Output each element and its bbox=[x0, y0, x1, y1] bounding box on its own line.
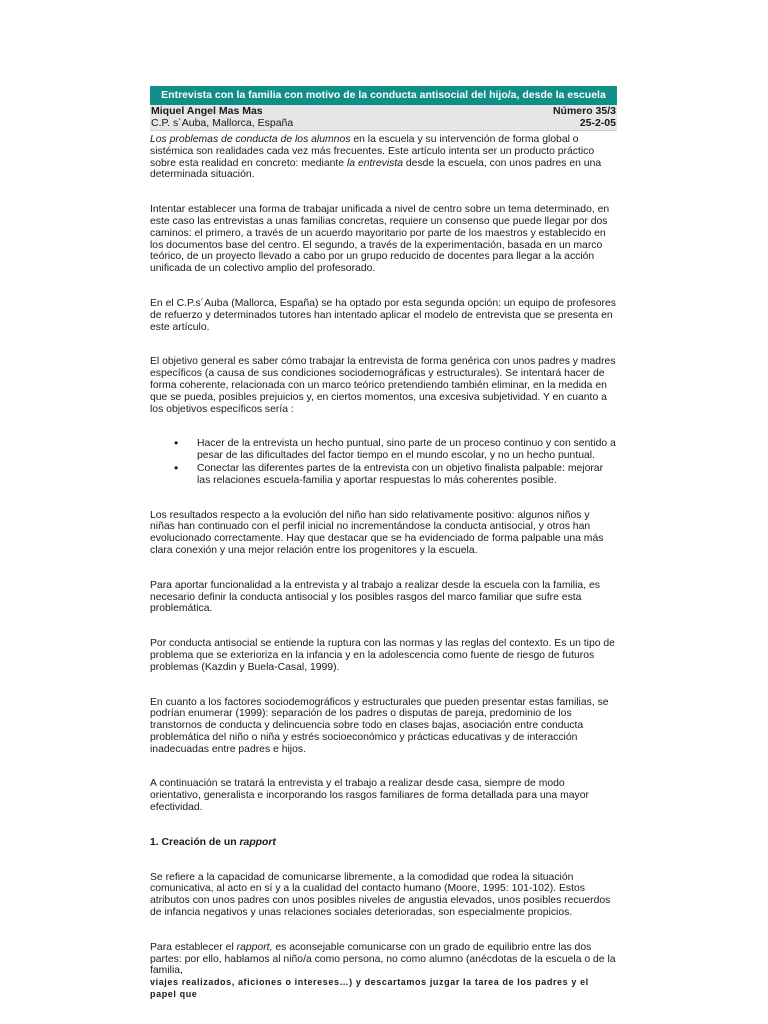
p11-text-a: Para establecer el bbox=[150, 941, 237, 953]
paragraph-10: Se refiere a la capacidad de comunicarse libremente, a la comodidad que rodea la situación comunicativa, al acto en sí y a la cualidad del contacto humano (Moore, 1995: 101-102). Estos atributos con unos padres con unos posibles niveles de angustia elevados, unos posibles recuerdos de infancia negativos y unas relaciones sociales deterioradas, son especialmente propicios. bbox=[150, 871, 611, 919]
list-item-text: Hacer de la entrevista un hecho puntual, sino parte de un proceso continuo y con sentido a pesar de las dificultades del factor tiempo en el mundo escolar, y no un hecho puntual. bbox=[197, 438, 616, 462]
article-body bbox=[150, 134, 617, 1001]
paragraph-6: Para aportar funcionalidad a la entrevista y al trabajo a realizar desde la escuela con la familia, es necesario definir la conducta antisocial y los posibles rasgos del marco familiar que sufre esta problemática. bbox=[150, 579, 600, 615]
section-heading-italic: rapport bbox=[239, 836, 276, 848]
p11-italic: rapport, bbox=[236, 941, 273, 953]
author-name: Miquel Angel Mas Mas bbox=[151, 105, 263, 117]
objectives-list bbox=[150, 438, 617, 486]
paragraph-intro bbox=[150, 134, 617, 181]
issue-number: Número 35/3 bbox=[552, 105, 616, 117]
list-item bbox=[150, 438, 617, 462]
paragraph-5: Los resultados respecto a la evolución del niño han sido relativamente positivo: algunos niños y niñas han continuado con el perfil inicial no incrementándose la conducta antisocial, y otros han evolucionado correctamente. Hay que destacar que se ha evidenciado de forma palpable una más clara conexión y una mejor relación entre los progenitores y la escuela. bbox=[150, 509, 604, 556]
p11-text-b: es aconsejable comunicarse con un grado de equilibrio entre las dos partes: por ello, hablamos al niño/a como persona, no como alumno (anécdotas de la escuela o de la familia, bbox=[150, 941, 616, 977]
list-item-text: Conectar las diferentes partes de la entrevista con un objetivo finalista palpable: mejorar las relaciones escuela-familia y aportar respuestas lo más coherentes posible. bbox=[197, 462, 604, 486]
list-item bbox=[150, 460, 617, 487]
paragraph-9: A continuación se tratará la entrevista y el trabajo a realizar desde casa, siempre de modo orientativo, generalista e incorporando los rasgos familiares de forma detallada para una mayor efectividad. bbox=[150, 778, 589, 814]
paragraph-3: En el C.P.s´Auba (Mallorca, España) se ha optado por esta segunda opción: un equipo de profesores de refuerzo y determinados tutores han intentado aplicar el modelo de entrevista que se presenta en este artículo. bbox=[150, 297, 616, 333]
paragraph-8: En cuanto a los factores sociodemográficos y estructurales que pueden presentar estas familias, se podrían enumerar (1999): separación de los padres o disputas de pareja, predominio de los transtornos de conducta y delincuencia sobre todo en clases bajas, asociación entre conducta problemática del niño o niña y estrés socioeconómico y prácticas educativas y de interacción inadecuadas entre padres e hijos. bbox=[150, 696, 609, 755]
publication-date: 25-2-05 bbox=[579, 117, 616, 129]
school-location: C.P. s´Auba, Mallorca, España bbox=[151, 117, 294, 129]
meta-row-school bbox=[151, 117, 616, 129]
intro-text-a: en la escuela y su intervención de forma global o sistémica son realidades cada vez más frecuentes. Este artículo intenta ser un producto práctico sobre esta realidad en concreto: mediante bbox=[150, 134, 595, 169]
intro-italic-lead: Los problemas de conducta de los alumnos bbox=[150, 134, 351, 145]
paragraph-7: Por conducta antisocial se entiende la ruptura con las normas y las reglas del contexto. Es un tipo de problema que se exterioriza en la infancia y en la adolescencia como fuente de riesgo de futuros problemas (Kazdin y Buela-Casal, 1999). bbox=[150, 638, 615, 673]
article-title-banner: Entrevista con la familia con motivo de la conducta antisocial del hijo/a, desde la escuela bbox=[150, 86, 617, 105]
bullet-icon: • bbox=[174, 436, 179, 451]
article bbox=[150, 86, 617, 1024]
article-meta bbox=[150, 105, 617, 131]
paragraph-4: El objetivo general es saber cómo trabajar la entrevista de forma genérica con unos padres y madres específicos (a causa de sus condiciones sociodemográficas y estructurales). Se intentará hacer de forma coherente, relacionada con un marco teórico pretendiendo también eliminar, en la medida en que se pueda, posibles prejuicios y, en ciertos momentos, una excesiva subjetividad. Y en cuanto a los objetivos específicos sería : bbox=[150, 356, 616, 415]
paragraph-11 bbox=[150, 942, 617, 1001]
section-heading-prefix: 1. Creación de un bbox=[150, 836, 240, 848]
intro-text-b: desde la escuela, con unos padres en una determinada situación. bbox=[150, 157, 602, 181]
paragraph-2: Intentar establecer una forma de trabajar unificada a nivel de centro sobre un tema determinado, en este caso las entrevistas a unas familias concretas, requiere un consenso que puede llegar por dos caminos: el primero, a través de un acuerdo mayoritario por parte de los maestros y establecido en los documentos base del centro. El segundo, a través de la experimentación, basada en un marco teórico, de un proyecto llevado a cabo por un grupo reducido de docentes para llegar a la acción unificada de un colectivo amplio del profesorado. bbox=[150, 204, 610, 275]
intro-italic-mid: la entrevista bbox=[346, 157, 403, 169]
meta-row-author bbox=[151, 105, 616, 117]
section-heading-rapport bbox=[150, 837, 617, 849]
p11-last-line: viajes realizados, aficiones o intereses…) y descartamos juzgar la tarea de los padres y el papel que bbox=[150, 977, 589, 1000]
bullet-icon: • bbox=[174, 460, 179, 475]
